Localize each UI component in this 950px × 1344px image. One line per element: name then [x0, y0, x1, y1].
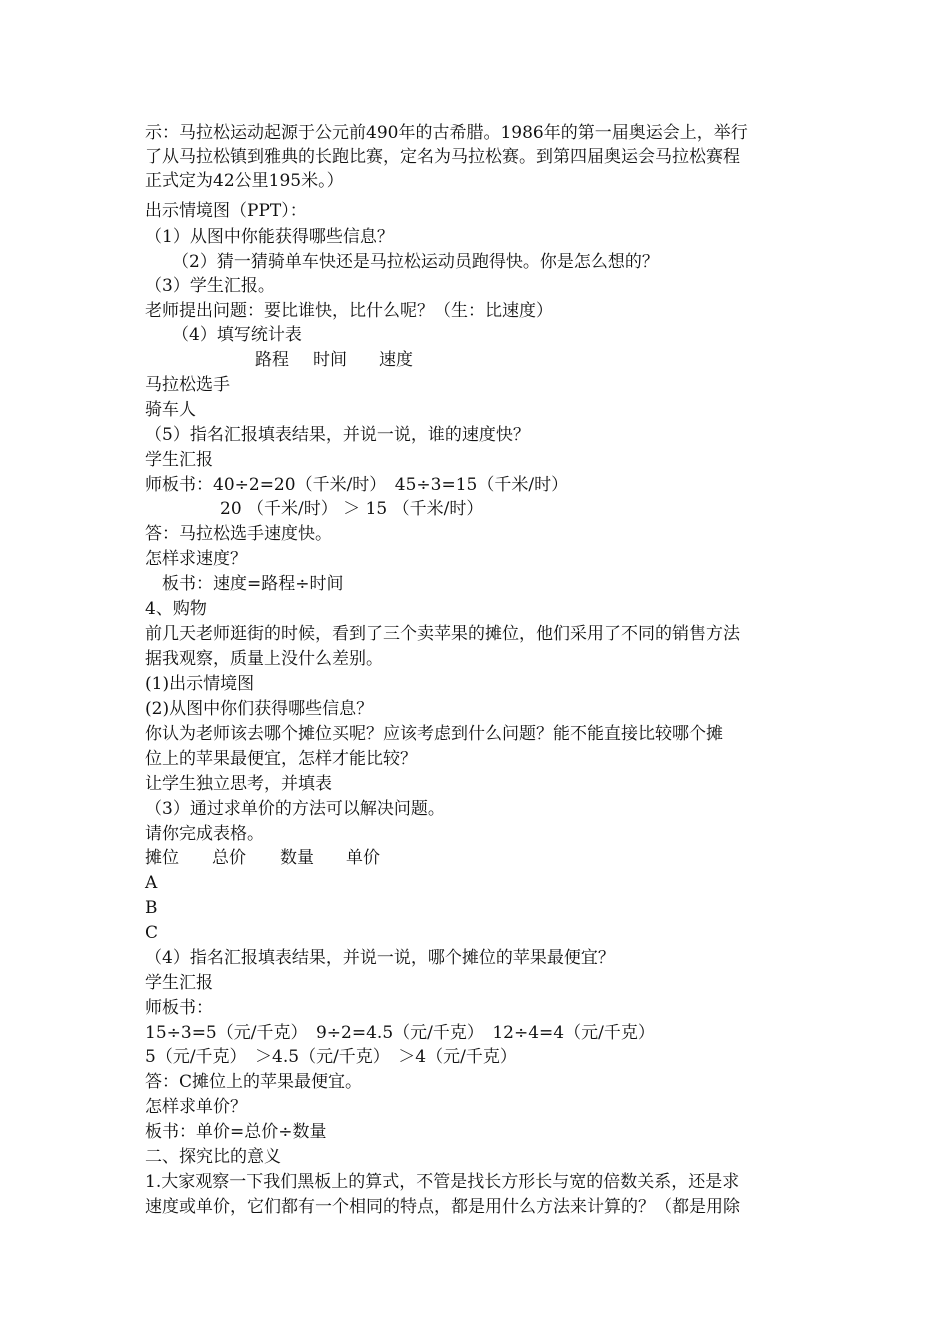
board-note: 板书：速度=路程÷时间: [162, 574, 344, 594]
paragraph-line: 学生汇报: [145, 450, 213, 470]
paragraph-line: 位上的苹果最便宜，怎样才能比较？: [145, 749, 417, 769]
table-row-label: A: [145, 873, 158, 893]
table-row-label: C: [145, 923, 159, 943]
paragraph-line: 1.大家观察一下我们黑板上的算式，不管是找长方形长与宽的倍数关系，还是求: [145, 1172, 740, 1192]
answer-line: 答：C摊位上的苹果最便宜。: [145, 1072, 363, 1092]
table-row-label: 骑车人: [145, 400, 196, 420]
paragraph-line: 示：马拉松运动起源于公元前490年的古希腊。1986年的第一届奥运会上，举行: [145, 123, 748, 143]
question-line: 怎样求单价？: [145, 1097, 247, 1117]
paragraph-line: 前几天老师逛街的时候，看到了三个卖苹果的摊位，他们采用了不同的销售方法: [145, 624, 740, 644]
answer-line: 答：马拉松选手速度快。: [145, 524, 332, 544]
table-header-cell: 速度: [379, 350, 413, 370]
paragraph-line: (1)出示情境图: [145, 674, 255, 694]
paragraph-line: 请你完成表格。: [145, 824, 264, 844]
paragraph-line: （2）猜一猜骑单车快还是马拉松运动员跑得快。你是怎么想的？: [172, 252, 659, 272]
table-header-cell: 摊位: [145, 848, 179, 868]
question-line: 怎样求速度？: [145, 549, 247, 569]
paragraph-line: 师板书：: [145, 998, 213, 1018]
paragraph-line: 老师提出问题：要比谁快，比什么呢？（生：比速度）: [145, 301, 553, 321]
table-header-cell: 数量: [280, 848, 314, 868]
paragraph-line: （5）指名汇报填表结果，并说一说，谁的速度快？: [145, 425, 530, 445]
paragraph-line: （4）填写统计表: [172, 325, 302, 345]
board-note: 20 （千米/时） ＞ 15 （千米/时）: [220, 499, 484, 519]
section-heading: 4、购物: [145, 599, 207, 619]
section-heading: 二、探究比的意义: [145, 1147, 281, 1167]
paragraph-line: 据我观察，质量上没什么差别。: [145, 649, 383, 669]
paragraph-line: （3）通过求单价的方法可以解决问题。: [145, 799, 445, 819]
paragraph-line: （4）指名汇报填表结果，并说一说，哪个摊位的苹果最便宜？: [145, 948, 615, 968]
board-note: 板书：单价=总价÷数量: [145, 1122, 327, 1142]
paragraph-line: （1）从图中你能获得哪些信息？: [145, 227, 394, 247]
table-header-cell: 路程: [255, 350, 289, 370]
paragraph-line: 速度或单价，它们都有一个相同的特点，都是用什么方法来计算的？（都是用除: [145, 1197, 740, 1217]
paragraph-line: 学生汇报: [145, 973, 213, 993]
table-row-label: B: [145, 898, 158, 918]
paragraph-line: (2)从图中你们获得哪些信息？: [145, 699, 374, 719]
table-header-cell: 单价: [346, 848, 380, 868]
paragraph-line: 让学生独立思考，并填表: [145, 774, 332, 794]
table-row-label: 马拉松选手: [145, 375, 230, 395]
paragraph-line: 你认为老师该去哪个摊位买呢？应该考虑到什么问题？能不能直接比较哪个摊: [145, 724, 723, 744]
paragraph-line: （3）学生汇报。: [145, 276, 275, 296]
paragraph-line: 正式定为42公里195米。）: [145, 171, 344, 191]
paragraph-line: 出示情境图（PPT）：: [145, 201, 307, 221]
table-header-cell: 时间: [313, 350, 347, 370]
board-note: 5（元/千克） ＞4.5（元/千克） ＞4（元/千克）: [145, 1047, 517, 1067]
table-header-cell: 总价: [212, 848, 246, 868]
paragraph-line: 了从马拉松镇到雅典的长跑比赛，定名为马拉松赛。到第四届奥运会马拉松赛程: [145, 147, 740, 167]
board-note: 15÷3=5（元/千克） 9÷2=4.5（元/千克） 12÷4=4（元/千克）: [145, 1023, 655, 1043]
board-note: 师板书：40÷2=20（千米/时） 45÷3=15（千米/时）: [145, 475, 569, 495]
